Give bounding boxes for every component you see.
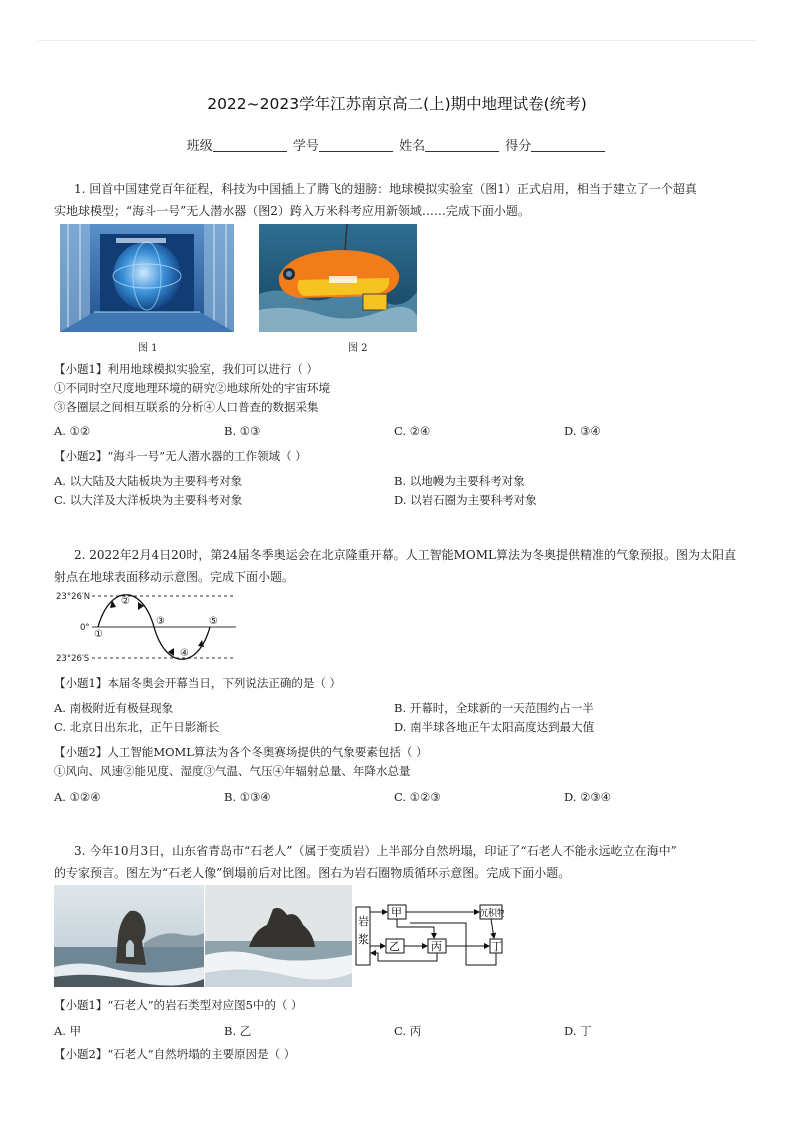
q1-sub1-option-d[interactable]: D. ③④ — [564, 424, 601, 438]
q2-sub1-option-d[interactable]: D. 南半球各地正午太阳高度达到最大值 — [394, 720, 595, 734]
class-blank[interactable] — [213, 151, 287, 152]
ding-label: 丁 — [491, 940, 502, 953]
q1-sub1-statements-1: ①不同时空尺度地理环境的研究②地球所处的宇宙环境 — [54, 381, 330, 395]
q3-sub2-question: 【小题2】“石老人”自然坍塌的主要原因是（ ） — [54, 1047, 296, 1061]
rock-cycle-diagram — [354, 903, 504, 969]
number-blank[interactable] — [319, 151, 393, 152]
point-3: ③ — [156, 616, 165, 627]
q1-sub1-statements-2: ③各圈层之间相互联系的分析④人口普查的数据采集 — [54, 400, 319, 414]
q1-sub2-question: 【小题2】“海斗一号”无人潜水器的工作领域（ ） — [54, 449, 307, 463]
q2-sub2-question: 【小题2】人工智能MOML算法为各个冬奥赛场提供的气象要素包括（ ） — [54, 745, 428, 759]
q1-sub2-option-b[interactable]: B. 以地幔为主要科考对象 — [394, 474, 525, 488]
stone-old-man-before-image — [54, 885, 204, 987]
q1-sub1-option-b[interactable]: B. ①③ — [224, 424, 261, 438]
q2-sub1-question: 【小题1】本届冬奥会开幕当日，下列说法正确的是（ ） — [54, 676, 341, 690]
q2-sub1-option-c[interactable]: C. 北京日出东北，正午日影渐长 — [54, 720, 220, 734]
q3-sub1-option-c[interactable]: C. 丙 — [394, 1024, 422, 1038]
figure-1-earth-lab-image — [60, 224, 234, 332]
figure-1-caption: 图 1 — [138, 343, 158, 354]
q2-sub1-option-b[interactable]: B. 开幕时，全球新的一天范围约占一半 — [394, 701, 594, 715]
stone-old-man-after-image — [205, 885, 352, 987]
q2-sub2-option-b[interactable]: B. ①③④ — [224, 790, 271, 804]
q1-sub1-option-c[interactable]: C. ②④ — [394, 424, 431, 438]
jia-label: 甲 — [391, 906, 402, 919]
q3-sub1-option-a[interactable]: A. 甲 — [54, 1024, 82, 1038]
score-label: 得分 — [505, 139, 532, 154]
q1-sub1-question: 【小题1】利用地球模拟实验室，我们可以进行（ ） — [54, 362, 318, 376]
q1-stem-line2: 实地球模型；“海斗一号”无人潜水器（图2）跨入万米科考应用新领域……完成下面小题。 — [54, 204, 530, 218]
magma-label-1: 岩 — [358, 915, 369, 928]
q1-sub2-option-d[interactable]: D. 以岩石圈为主要科考对象 — [394, 493, 537, 507]
q3-sub1-option-d[interactable]: D. 丁 — [564, 1024, 592, 1038]
q1-sub2-option-a[interactable]: A. 以大陆及大陆板块为主要科考对象 — [54, 474, 243, 488]
arrow-2 — [138, 602, 144, 610]
q3-stem-line2: 的专家预言。图左为“石老人像”倒塌前后对比图。图右为岩石圈物质循环示意图。完成下面小题。 — [54, 866, 571, 880]
q2-sub1-option-a[interactable]: A. 南极附近有极昼现象 — [54, 701, 174, 715]
point-4: ④ — [180, 648, 189, 659]
class-label: 班级 — [186, 139, 213, 154]
figure-2-caption: 图 2 — [348, 343, 368, 354]
number-label: 学号 — [292, 139, 319, 154]
q3-stem — [54, 840, 744, 884]
yi-label: 乙 — [389, 940, 400, 953]
sun-direct-point-diagram — [54, 588, 238, 666]
student-info-line — [0, 135, 794, 154]
point-5: ⑤ — [209, 616, 218, 627]
label-23n: 23°26′N — [56, 592, 91, 602]
top-divider — [38, 40, 756, 41]
q1-stem-line1: 1. 回首中国建党百年征程，科技为中国插上了腾飞的翅膀：地球模拟实验室（图1）正式启用，相当于建立了一个超真 — [74, 182, 697, 196]
q3-stem-line1: 3. 今年10月3日，山东省青岛市“石老人”（属于变质岩）上半部分自然坍塌，印证了“石老人不能永远屹立在海中” — [74, 844, 677, 858]
score-blank[interactable] — [531, 151, 605, 152]
q2-stem — [54, 544, 744, 588]
q3-sub1-question: 【小题1】“石老人”的岩石类型对应图5中的（ ） — [54, 998, 303, 1012]
name-blank[interactable] — [425, 151, 499, 152]
q1-sub1-option-a[interactable]: A. ①② — [54, 424, 91, 438]
q1-stem — [54, 178, 744, 222]
q2-stem-line1: 2. 2022年2月4日20时，第24届冬季奥运会在北京隆重开幕。人工智能MOML算法为冬奥提供精准的气象预报。图为太阳直 — [74, 548, 736, 562]
magma-label-2: 浆 — [358, 933, 369, 946]
q2-sub2-statements: ①风向、风速②能见度、湿度③气温、气压④年辐射总量、年降水总量 — [54, 764, 411, 778]
point-2: ② — [121, 596, 130, 607]
q2-sub2-option-c[interactable]: C. ①②③ — [394, 790, 441, 804]
figure-2-submersible-image — [259, 224, 417, 332]
name-label: 姓名 — [399, 139, 426, 154]
label-23s: 23°26′S — [56, 654, 90, 664]
q1-sub2-option-c[interactable]: C. 以大洋及大洋板块为主要科考对象 — [54, 493, 243, 507]
q2-sub2-option-a[interactable]: A. ①②④ — [54, 790, 101, 804]
point-1: ① — [94, 629, 103, 640]
bing-label: 丙 — [431, 940, 442, 953]
sediment-label: 沉积物 — [479, 909, 504, 919]
q2-stem-line2: 射点在地球表面移动示意图。完成下面小题。 — [54, 570, 295, 584]
q2-sub2-option-d[interactable]: D. ②③④ — [564, 790, 612, 804]
q3-sub1-option-b[interactable]: B. 乙 — [224, 1024, 252, 1038]
label-equator: 0° — [80, 623, 90, 633]
page-title: 2022~2023学年江苏南京高二(上)期中地理试卷(统考) — [207, 95, 587, 113]
